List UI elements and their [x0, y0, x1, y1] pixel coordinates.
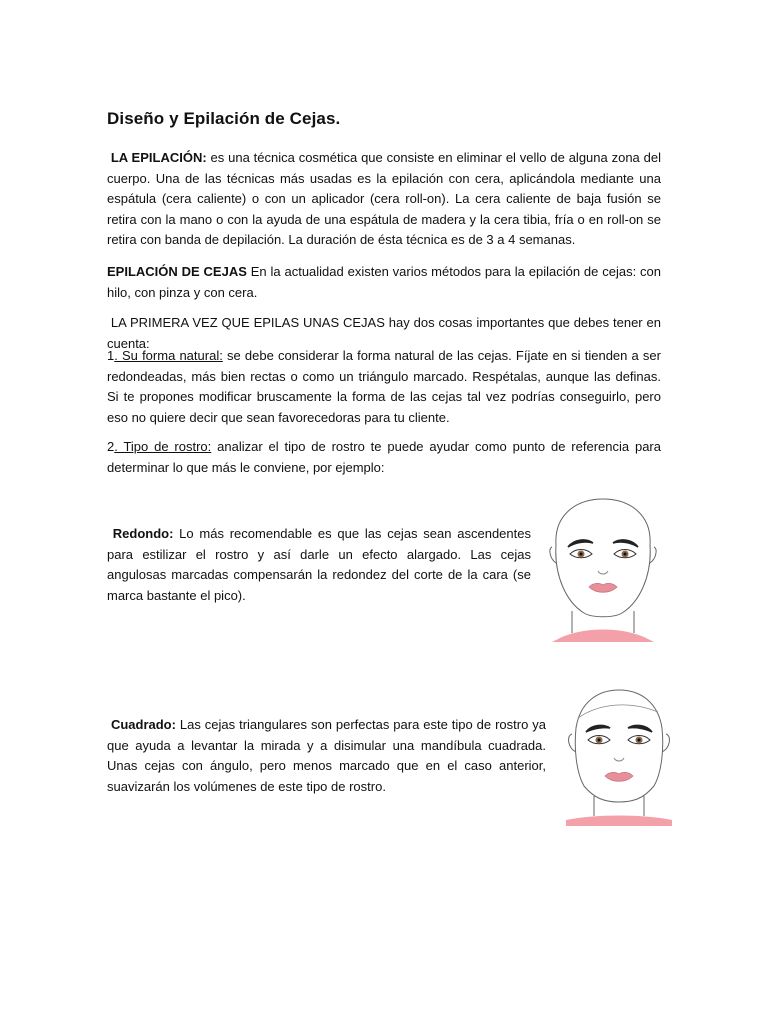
forma-natural-label: . Su forma natural: [114, 348, 223, 363]
page-title: Diseño y Epilación de Cejas. [107, 109, 341, 128]
forma-natural-text: se debe considerar la forma natural de las cejas. Fíjate en si tienden a ser redondeadas, más bien rectas o como un triángulo marcado. Respétalas, aunque las definas. Si te propones modificar bruscamente la forma de las cejas tal vez podrías conseguirlo, pero eso no quiere decir que sean favorecedoras para tu cliente. [107, 348, 661, 425]
epilacion-cejas-text: En la actualidad existen varios métodos para la epilación de cejas: con hilo, con pinza y con cera. [107, 264, 661, 300]
paragraph-redondo [107, 524, 531, 606]
paragraph-epilacion [107, 148, 661, 251]
paragraph-cuadrado [107, 715, 546, 797]
primera-vez-text: LA PRIMERA VEZ QUE EPILAS UNAS CEJAS hay dos cosas importantes que debes tener en cuenta: [107, 315, 661, 351]
epilacion-text: es una técnica cosmética que consiste en eliminar el vello de alguna zona del cuerpo. Una de las técnicas más usadas es la epilación con cera, aplicándola mediante una espátula (cera caliente) o con un aplicador (cera roll-on). La cera caliente de baja fusión se retira con la mano o con la ayuda de una espátula de madera y la cera tibia, fría o en roll-on se retira con banda de depilación. La duración de ésta técnica es de 3 a 4 semanas. [107, 150, 661, 247]
redondo-label: Redondo: [112, 526, 174, 541]
round-face-illustration [546, 497, 660, 642]
paragraph-forma-natural [107, 346, 661, 428]
epilacion-cejas-label: EPILACIÓN DE CEJAS [107, 264, 247, 279]
forma-natural-number: 1 [107, 348, 115, 363]
square-face-illustration [558, 688, 680, 826]
redondo-text: Lo más recomendable es que las cejas sean ascendentes para estilizar el rostro y así darle un efecto alargado. Las cejas angulosas marcadas compensarán la redondez del corte de la cara (se marca bastante el pico). [107, 526, 531, 603]
tipo-rostro-label: . Tipo de rostro: [114, 439, 212, 454]
epilacion-label: LA EPILACIÓN: [110, 150, 207, 165]
cuadrado-text: Las cejas triangulares son perfectas para este tipo de rostro ya que ayuda a levantar la mirada y a disimular una mandíbula cuadrada. Unas cejas con ángulo, pero menos marcado que en el caso anterior, suavizarán los volúmenes de este tipo de rostro. [107, 717, 546, 794]
cuadrado-label: Cuadrado: [110, 717, 176, 732]
paragraph-epilacion-cejas [107, 262, 661, 303]
tipo-rostro-text: analizar el tipo de rostro te puede ayudar como punto de referencia para determinar lo que más le conviene, por ejemplo: [107, 439, 661, 475]
paragraph-tipo-rostro [107, 437, 661, 478]
tipo-rostro-number: 2 [107, 439, 115, 454]
